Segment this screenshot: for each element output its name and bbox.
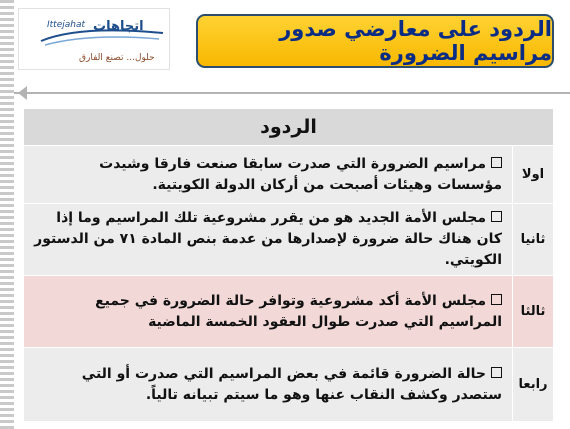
table-row bbox=[24, 204, 554, 276]
logo-name-english: Ittejahat bbox=[47, 20, 86, 30]
checkbox-bullet-icon bbox=[491, 367, 502, 378]
checkbox-bullet-icon bbox=[491, 294, 502, 305]
table-header-row bbox=[24, 109, 554, 146]
row-text-cell bbox=[24, 146, 513, 204]
slide-title: الردود على معارضي صدور مراسيم الضرورة bbox=[279, 17, 552, 65]
responses-table bbox=[23, 108, 554, 422]
logo-tagline: حلول... تصنع الفارق bbox=[79, 53, 155, 63]
table-row bbox=[24, 146, 554, 204]
checkbox-bullet-icon bbox=[491, 157, 502, 168]
row-text: حالة الضرورة قائمة في بعض المراسيم التي صدرت أو التي ستصدر وكشف النقاب عنها وهو ما سيتم تبيانه تالياً. bbox=[81, 365, 502, 403]
row-text: مجلس الأمة الجديد هو من يقرر مشروعية تلك المراسيم وما إذا كان هناك حالة ضرورة لإصدارها من عدمة بنص المادة ٧١ من الدستور الكويتي. bbox=[34, 210, 502, 268]
table-header: الردود bbox=[24, 109, 554, 146]
row-label: ثانيا bbox=[513, 204, 554, 276]
row-text: مراسيم الضرورة التي صدرت سابقا صنعت فارقا وشيدت مؤسسات وهيئات أصبحت من أركان الدولة الكويتية. bbox=[99, 155, 502, 193]
checkbox-bullet-icon bbox=[491, 211, 502, 222]
row-text-cell bbox=[24, 276, 513, 348]
logo-name-arabic: اتجاهات bbox=[93, 19, 144, 34]
divider-line bbox=[14, 92, 570, 94]
table-row bbox=[24, 348, 554, 422]
table-row bbox=[24, 276, 554, 348]
row-text-cell bbox=[24, 204, 513, 276]
decorative-stripes bbox=[0, 0, 14, 429]
divider-arrow-icon bbox=[18, 86, 27, 100]
row-text: مجلس الأمة أكد مشروعية وتوافر حالة الضرورة في جميع المراسيم التي صدرت طوال العقود الخمسة الماضية bbox=[95, 292, 502, 330]
title-banner bbox=[196, 14, 554, 68]
row-label: اولا bbox=[513, 146, 554, 204]
row-text-cell bbox=[24, 348, 513, 422]
company-logo bbox=[18, 8, 170, 70]
row-label: ثالثا bbox=[513, 276, 554, 348]
row-label: رابعا bbox=[513, 348, 554, 422]
